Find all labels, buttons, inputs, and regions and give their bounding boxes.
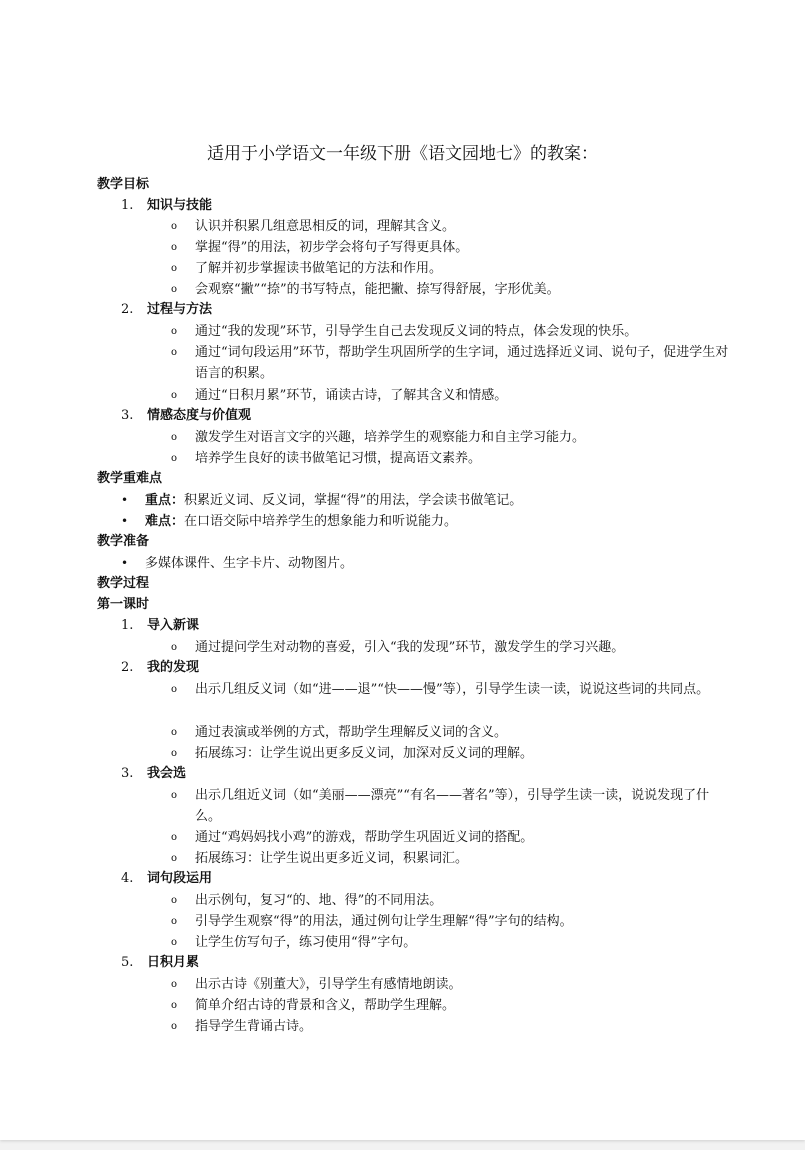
list-number: 5. (121, 955, 134, 970)
list-item (171, 911, 731, 932)
list-number: 3. (121, 408, 134, 423)
circle-bullet-icon: o (171, 790, 178, 801)
lesson-heading: 第一课时 (97, 597, 150, 612)
list-item-text: 出示例句，复习“的、地、得”的不同用法。 (195, 893, 443, 908)
circle-bullet-icon: o (171, 937, 178, 948)
list-number: 2. (121, 660, 134, 675)
circle-bullet-icon: o (171, 1021, 178, 1032)
list-item-text: 让学生仿写句子，练习使用“得”字句。 (195, 935, 417, 950)
subheading: 知识与技能 (147, 198, 213, 213)
list-item (171, 342, 731, 384)
list-item (171, 448, 731, 469)
list-item (171, 995, 731, 1016)
subheading: 过程与方法 (147, 302, 213, 317)
subheading: 日积月累 (147, 955, 200, 970)
circle-bullet-icon: o (171, 642, 178, 653)
list-item (171, 827, 731, 848)
list-item (171, 427, 731, 448)
list-item-text: 会观察“撇”“捺”的书写特点，能把撇、捺写得舒展，字形优美。 (195, 282, 560, 297)
list-item (171, 679, 731, 700)
circle-bullet-icon: o (171, 748, 178, 759)
list-item (171, 722, 731, 743)
section-heading-preparation: 教学准备 (97, 534, 150, 549)
list-number: 1. (121, 618, 134, 633)
numbered-heading (121, 406, 251, 426)
numbered-heading (121, 658, 199, 678)
list-item-text: 出示几组近义词（如“美丽——漂亮”“有名——著名”等），引导学生读一读，说说发现了什么。 (195, 788, 710, 824)
numbered-heading (121, 196, 212, 216)
list-item-text: 通过“词句段运用”环节，帮助学生巩固所学的生字词，通过选择近义词、说句子，促进学生对语言的积累。 (195, 345, 729, 381)
item-text: 多媒体课件、生字卡片、动物图片。 (145, 556, 354, 571)
bullet-dot-icon: • (121, 493, 129, 507)
list-item (171, 279, 731, 300)
list-item (171, 743, 731, 764)
list-item-text: 指导学生背诵古诗。 (195, 1019, 313, 1034)
list-item (171, 216, 731, 237)
list-number: 4. (121, 871, 134, 886)
circle-bullet-icon: o (171, 221, 178, 232)
list-item-text: 通过提问学生对动物的喜爱，引入“我的发现”环节，激发学生的学习兴趣。 (195, 640, 625, 655)
list-item-text: 通过“我的发现”环节，引导学生自己去发现反义词的特点，体会发现的快乐。 (195, 324, 638, 339)
circle-bullet-icon: o (171, 347, 178, 358)
subheading: 情感态度与价值观 (147, 408, 252, 423)
circle-bullet-icon: o (171, 390, 178, 401)
list-item (121, 490, 721, 511)
list-item (171, 385, 731, 406)
numbered-heading (121, 953, 199, 973)
subheading: 导入新课 (147, 618, 200, 633)
circle-bullet-icon: o (171, 727, 178, 738)
list-item-text: 拓展练习：让学生说出更多反义词，加深对反义词的理解。 (195, 746, 534, 761)
section-heading-key-points: 教学重难点 (97, 471, 163, 486)
circle-bullet-icon: o (171, 453, 178, 464)
bullet-dot-icon: • (121, 556, 129, 570)
list-item-text: 拓展练习：让学生说出更多近义词，积累词汇。 (195, 851, 469, 866)
list-item (171, 237, 731, 258)
list-item-text: 通过“鸡妈妈找小鸡”的游戏，帮助学生巩固近义词的搭配。 (195, 830, 534, 845)
circle-bullet-icon: o (171, 684, 178, 695)
list-item (121, 511, 721, 532)
list-item-text: 出示几组反义词（如“进——退”“快——慢”等），引导学生读一读，说说这些词的共同点。 (195, 682, 710, 697)
circle-bullet-icon: o (171, 916, 178, 927)
item-text: 在口语交际中培养学生的想象能力和听说能力。 (184, 514, 458, 529)
subheading: 我会选 (147, 766, 187, 781)
circle-bullet-icon: o (171, 284, 178, 295)
list-item-text: 引导学生观察“得”的用法，通过例句让学生理解“得”字句的结构。 (195, 914, 573, 929)
document-title: 适用于小学语文一年级下册《语文园地七》的教案： (207, 144, 598, 164)
list-item-text: 激发学生对语言文字的兴趣，培养学生的观察能力和自主学习能力。 (195, 430, 586, 445)
list-item-text: 通过“日积月累”环节，诵读古诗，了解其含义和情感。 (195, 388, 508, 403)
subheading: 我的发现 (147, 660, 200, 675)
bullet-dot-icon: • (121, 514, 129, 528)
list-item-text: 了解并初步掌握读书做笔记的方法和作用。 (195, 261, 443, 276)
list-number: 1. (121, 198, 134, 213)
circle-bullet-icon: o (171, 1000, 178, 1011)
list-item-text: 掌握“得”的用法，初步学会将句子写得更具体。 (195, 240, 469, 255)
section-heading-process: 教学过程 (97, 576, 150, 591)
list-item-text: 出示古诗《别董大》，引导学生有感情地朗读。 (195, 977, 462, 992)
list-item-text: 培养学生良好的读书做笔记习惯，提高语文素养。 (195, 451, 482, 466)
circle-bullet-icon: o (171, 979, 178, 990)
circle-bullet-icon: o (171, 242, 178, 253)
list-item (171, 785, 731, 827)
list-item (171, 321, 731, 342)
list-item-text: 通过表演或举例的方式，帮助学生理解反义词的含义。 (195, 725, 508, 740)
circle-bullet-icon: o (171, 326, 178, 337)
list-item-text: 简单介绍古诗的背景和含义，帮助学生理解。 (195, 998, 456, 1013)
list-item (171, 974, 731, 995)
subheading: 词句段运用 (147, 871, 213, 886)
circle-bullet-icon: o (171, 263, 178, 274)
list-item (121, 553, 721, 574)
circle-bullet-icon: o (171, 853, 178, 864)
list-item (171, 258, 731, 279)
numbered-heading (121, 300, 212, 320)
item-label: 难点： (145, 514, 185, 529)
circle-bullet-icon: o (171, 832, 178, 843)
list-item (171, 637, 731, 658)
section-heading-objectives: 教学目标 (97, 177, 150, 192)
numbered-heading (121, 764, 186, 784)
list-item (171, 1016, 731, 1037)
numbered-heading (121, 869, 212, 889)
item-label: 重点： (145, 493, 185, 508)
circle-bullet-icon: o (171, 895, 178, 906)
item-text: 积累近义词、反义词，掌握“得”的用法，学会读书做笔记。 (184, 493, 523, 508)
list-number: 3. (121, 766, 134, 781)
list-number: 2. (121, 302, 134, 317)
numbered-heading (121, 616, 199, 636)
circle-bullet-icon: o (171, 432, 178, 443)
list-item (171, 848, 731, 869)
list-item (171, 890, 731, 911)
list-item-text: 认识并积累几组意思相反的词，理解其含义。 (195, 219, 456, 234)
list-item (171, 932, 731, 953)
